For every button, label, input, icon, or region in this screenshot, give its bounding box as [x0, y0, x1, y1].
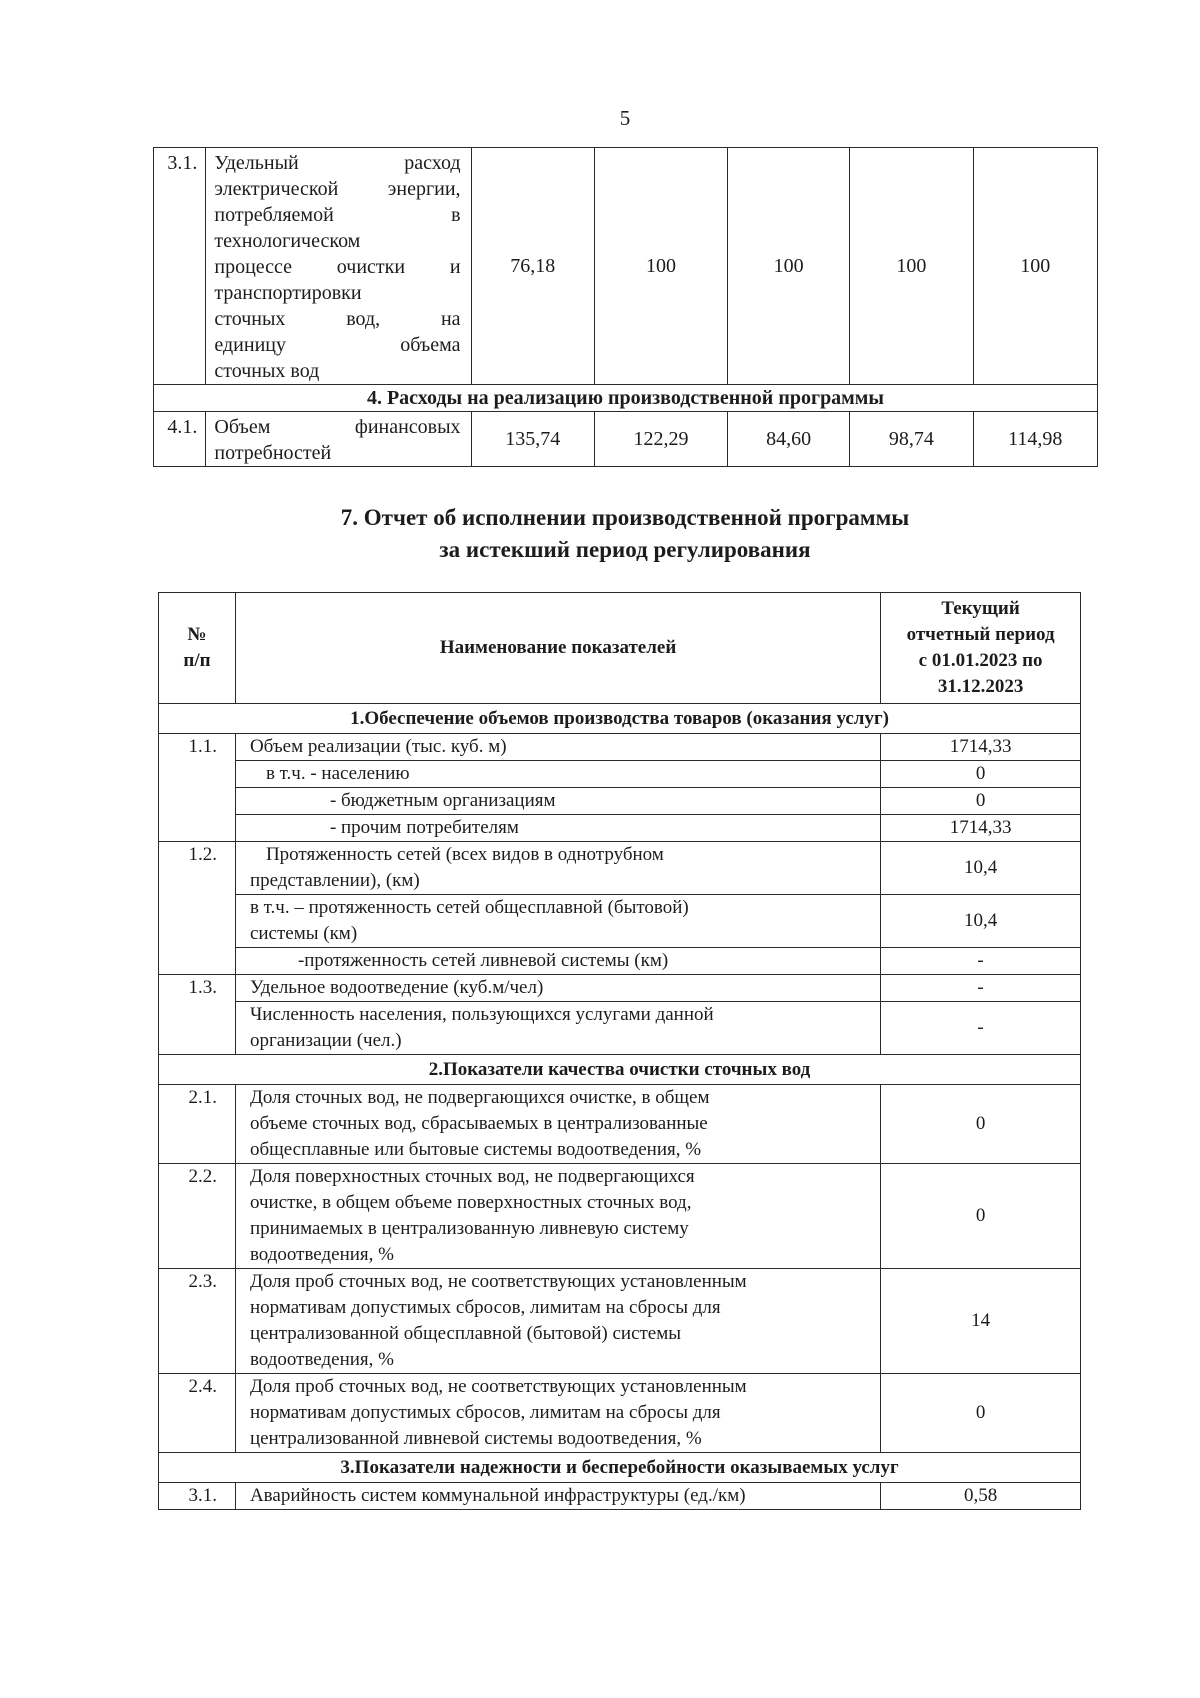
table-row — [159, 788, 1081, 815]
header-name: Наименование показателей — [235, 593, 880, 704]
indicator-name: в т.ч. - населению — [235, 761, 880, 788]
value-cell: 100 — [728, 148, 850, 385]
indicator-name — [235, 1085, 880, 1164]
section-heading: 4. Расходы на реализацию производственной программы — [154, 385, 1098, 412]
value-cell: 0 — [881, 761, 1081, 788]
value-cell: 114,98 — [973, 412, 1097, 467]
name-line: водоотведения, % — [249, 1349, 394, 1370]
table-row — [159, 1164, 1081, 1269]
indicator-name — [235, 1374, 880, 1453]
name-line: очистке, в общем объеме поверхностных сточных вод, — [249, 1192, 692, 1213]
name-line: процессе очистки и — [214, 256, 461, 278]
value-cell: 100 — [850, 148, 973, 385]
indicator-name: - бюджетным организациям — [235, 788, 880, 815]
value-cell: 1714,33 — [881, 815, 1081, 842]
name-line: Доля сточных вод, не подвергающихся очистке, в общем — [249, 1087, 710, 1108]
row-number: 2.3. — [159, 1269, 236, 1374]
section-row — [159, 704, 1081, 734]
name-line: потребностей — [214, 442, 332, 464]
name-line: организации (чел.) — [249, 1030, 402, 1051]
indicator-name: -протяженность сетей ливневой системы (км) — [235, 948, 880, 975]
value-cell: 100 — [973, 148, 1097, 385]
name-line: единицу объема — [214, 334, 461, 356]
row-number: 2.4. — [159, 1374, 236, 1453]
row-number: 3.1. — [159, 1483, 236, 1510]
row-number: 1.1. — [159, 734, 236, 761]
header-period — [881, 593, 1081, 704]
value-cell: 100 — [594, 148, 727, 385]
section-row — [154, 385, 1098, 412]
name-line: Доля проб сточных вод, не соответствующих установленным — [249, 1376, 747, 1397]
indicator-name — [235, 842, 880, 895]
value-cell: 135,74 — [471, 412, 594, 467]
section-row — [159, 1453, 1081, 1483]
name-line: Доля проб сточных вод, не соответствующих установленным — [249, 1271, 747, 1292]
header-period-line: 31.12.2023 — [937, 676, 1024, 697]
indicator-name — [235, 1164, 880, 1269]
name-line: Доля поверхностных сточных вод, не подвергающихся — [249, 1166, 695, 1187]
table-row — [159, 1002, 1081, 1055]
table-row — [159, 1085, 1081, 1164]
header-period-line: отчетный период — [906, 624, 1055, 645]
indicator-name — [206, 412, 471, 467]
value-cell: 1714,33 — [881, 734, 1081, 761]
indicator-name: Объем реализации (тыс. куб. м) — [235, 734, 880, 761]
name-line: централизованной ливневой системы водоотведения, % — [249, 1428, 702, 1449]
value-cell: - — [881, 975, 1081, 1002]
value-cell: - — [881, 948, 1081, 975]
indicator-name — [235, 1269, 880, 1374]
value-cell: 84,60 — [728, 412, 850, 467]
header-num-line: п/п — [183, 650, 211, 671]
value-cell: 10,4 — [881, 842, 1081, 895]
row-number: 3.1. — [154, 148, 206, 385]
indicator-name — [206, 148, 471, 385]
value-cell: 0,58 — [881, 1483, 1081, 1510]
name-line: представлении), (км) — [249, 870, 420, 891]
value-cell: 0 — [881, 788, 1081, 815]
name-line: нормативам допустимых сбросов, лимитам на сбросы для — [249, 1402, 721, 1423]
production-program-table — [153, 147, 1098, 467]
table-row — [159, 734, 1081, 761]
report-title-line-1: 7. Отчет об исполнении производственной программы — [340, 505, 910, 530]
name-line: Удельный расход — [214, 152, 461, 174]
name-line: водоотведения, % — [249, 1244, 394, 1265]
value-cell: 98,74 — [850, 412, 973, 467]
indicator-name: Аварийность систем коммунальной инфраструктуры (ед./км) — [235, 1483, 880, 1510]
header-period-line: Текущий — [941, 598, 1020, 619]
report-title-line-2: за истекший период регулирования — [439, 537, 811, 562]
indicator-name: Удельное водоотведение (куб.м/чел) — [235, 975, 880, 1002]
name-line: нормативам допустимых сбросов, лимитам на сбросы для — [249, 1297, 721, 1318]
row-number: 4.1. — [154, 412, 206, 467]
name-line: транспортировки — [214, 282, 362, 304]
value-cell: - — [881, 1002, 1081, 1055]
table-row — [159, 842, 1081, 895]
value-cell: 76,18 — [471, 148, 594, 385]
table-row — [159, 895, 1081, 948]
header-period-line: с 01.01.2023 по — [918, 650, 1043, 671]
value-cell: 14 — [881, 1269, 1081, 1374]
table-row — [159, 761, 1081, 788]
name-line: технологическом — [214, 230, 361, 252]
header-num — [159, 593, 236, 704]
table-row — [159, 948, 1081, 975]
name-line: электрической энергии, — [214, 178, 461, 200]
table-row — [154, 148, 1098, 385]
table-row — [159, 1483, 1081, 1510]
name-line: сточных вод — [214, 360, 320, 382]
name-line: Протяженность сетей (всех видов в однотрубном — [265, 844, 664, 865]
name-line: централизованной общесплавной (бытовой) системы — [249, 1323, 682, 1344]
report-table — [158, 592, 1081, 1510]
name-line: общесплавные или бытовые системы водоотведения, % — [249, 1139, 702, 1160]
header-num-line: № — [187, 624, 207, 645]
name-line: Объем финансовых — [214, 416, 461, 438]
page-number: 5 — [619, 106, 631, 130]
table-row — [154, 412, 1098, 467]
value-cell: 10,4 — [881, 895, 1081, 948]
name-line: принимаемых в централизованную ливневую систему — [249, 1218, 689, 1239]
section-heading: 3.Показатели надежности и бесперебойности оказываемых услуг — [159, 1453, 1081, 1483]
value-cell: 122,29 — [594, 412, 727, 467]
table-row — [159, 1269, 1081, 1374]
name-line: в т.ч. – протяженность сетей общесплавной (бытовой) — [249, 897, 689, 918]
name-line: сточных вод, на — [214, 308, 461, 330]
row-number: 2.1. — [159, 1085, 236, 1164]
section-heading: 1.Обеспечение объемов производства товаров (оказания услуг) — [159, 704, 1081, 734]
name-line: объеме сточных вод, сбрасываемых в централизованные — [249, 1113, 708, 1134]
table-row — [159, 975, 1081, 1002]
table-row — [159, 1374, 1081, 1453]
indicator-name: - прочим потребителям — [235, 815, 880, 842]
value-cell: 0 — [881, 1374, 1081, 1453]
indicator-name — [235, 895, 880, 948]
section-heading: 2.Показатели качества очистки сточных вод — [159, 1055, 1081, 1085]
name-line: системы (км) — [249, 923, 358, 944]
indicator-name — [235, 1002, 880, 1055]
row-number: 1.3. — [159, 975, 236, 1002]
value-cell: 0 — [881, 1164, 1081, 1269]
section-row — [159, 1055, 1081, 1085]
row-number: 1.2. — [159, 842, 236, 895]
value-cell: 0 — [881, 1085, 1081, 1164]
table-row — [159, 815, 1081, 842]
row-number: 2.2. — [159, 1164, 236, 1269]
name-line: Численность населения, пользующихся услугами данной — [249, 1004, 714, 1025]
name-line: потребляемой в — [214, 204, 461, 226]
header-row — [159, 593, 1081, 704]
